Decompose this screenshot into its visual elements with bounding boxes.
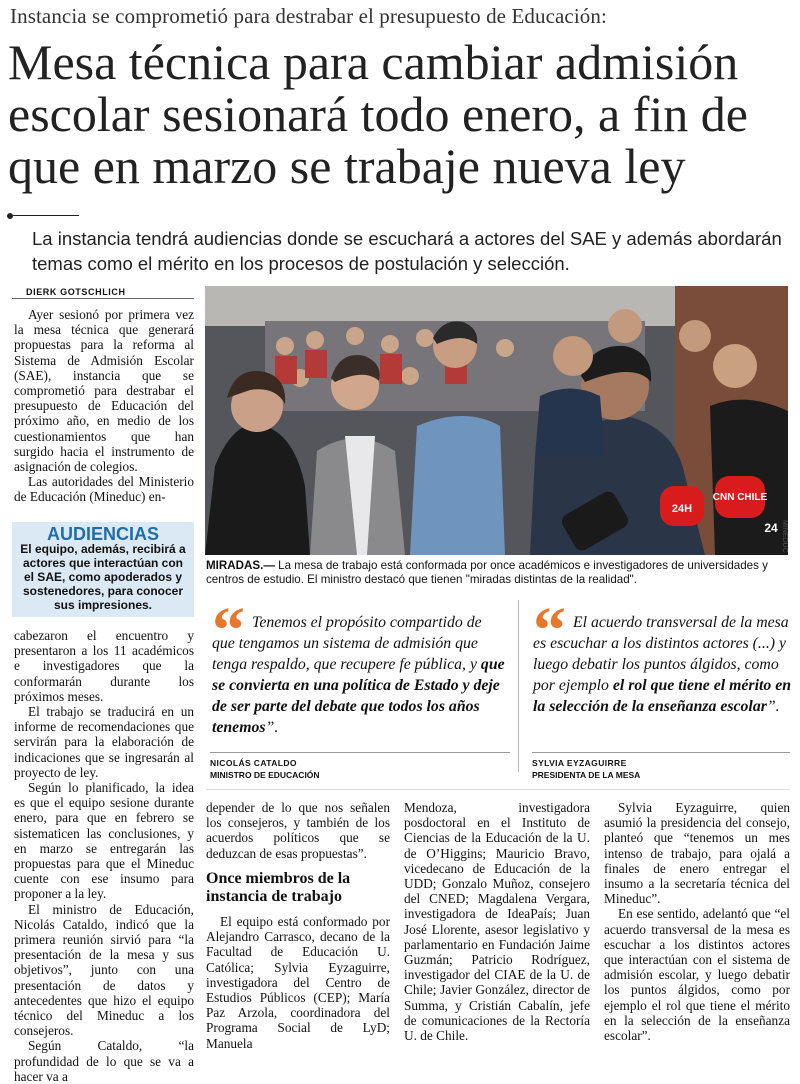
paragraph: El trabajo se traducirá en un informe de recomendaciones que servirán para la elaboración de indicaciones que se ingresarán al proyecto de ley. — [14, 704, 194, 780]
pull-quote-1 — [212, 612, 508, 738]
paragraph: depender de lo que nos señalen los consejeros, y también de los acuerdos políticos que se deduzcan de esas propuestas”. — [206, 800, 390, 861]
sidebar-title: AUDIENCIAS — [46, 524, 159, 544]
caption-text: La mesa de trabajo está conformada por once académicos e investigadores de universidades y centros de estudio. El ministro destacó que tienen "miradas distintas de la realidad". — [206, 559, 768, 586]
quote-end: ”. — [766, 698, 780, 715]
rule-dot — [7, 213, 13, 219]
paragraph: cabezaron el encuentro y presentaron a los 11 académicos e investigadores que la conformarán durante los próximos meses. — [14, 628, 194, 704]
mic-flag-1: 24H — [671, 503, 693, 515]
quote-text: El acuerdo transversal de la mesa es escuchar a los distintos actores (...) y luego debatir los puntos álgidos, como por ejemplo — [533, 614, 789, 694]
column-2-top — [206, 800, 390, 861]
quote-author-role: PRESIDENTA DE LA MESA — [532, 770, 641, 780]
section-divider — [206, 789, 790, 790]
paragraph: Ayer sesionó por primera vez la mesa técnica que generará propuestas para la reforma al Sistema de Admisión Escolar (SAE), instancia que se comprometió para destrabar el presupuesto de Educación del próximo año, en medio de los cuestionamientos que han surgido hacia el instrumento de asignación de colegios. — [14, 307, 194, 475]
paragraph: Según lo planificado, la idea es que el equipo sesione durante enero, para que en febrero se sistematicen las conclusiones, y en marzo se entregarán las propuestas para que el Mineduc cuente con ese insumo para proponer a la ley. — [14, 780, 194, 902]
column-3 — [404, 800, 590, 1043]
pull-quote-2 — [533, 612, 793, 717]
quote-bold: el rol que tiene el mérito en la selección de la enseñanza escolar — [533, 677, 791, 715]
mic-flag-2: CNN CHILE — [712, 492, 768, 503]
byline: DIERK GOTSCHLICH — [26, 287, 126, 297]
quote-mark-icon: “ — [212, 594, 245, 667]
column-4 — [604, 800, 790, 1043]
quote-divider — [518, 600, 519, 772]
paragraph: En ese sentido, adelantó que “el acuerdo transversal de la mesa es escuchar a los distintos actores que interactúan con el sistema de admisión escolar, y luego debatir los puntos álgidos, como por ejemplo el rol que tiene el mérito en la selección de la enseñanza escolar”. — [604, 906, 790, 1044]
dek: La instancia tendrá audiencias donde se escuchará a actores del SAE y además abordarán temas como el mérito en los procesos de postulación y selección. — [32, 228, 782, 274]
column-1-top — [14, 307, 194, 505]
quote-text: Tenemos el propósito compartido de que tengamos un sistema de admisión que tenga respaldo, que recupere fe pública, y — [212, 614, 482, 673]
quote-mark-icon: “ — [533, 594, 566, 667]
paragraph: El ministro de Educación, Nicolás Cataldo, indicó que la primera reunión sirvió para “la presentación de la mesa y sus objetivos”, junto con una presentación de datos y antecedentes que hizo el equipo técnico del Mineduc a los consejeros. — [14, 901, 194, 1039]
photo-credit: MINEDUC — [781, 520, 788, 553]
paragraph: Según Cataldo, “la profundidad de lo que se va a hacer va a — [14, 1038, 194, 1084]
paragraph: El equipo está conformado por Alejandro Carrasco, decano de la Facultad de Educación U. Católica; Sylvia Eyzaguirre, investigadora del Centro de Estudios Públicos (CEP); María Paz Arzola, coordinadora del Programa Social de LyD; Manuela — [206, 914, 390, 1051]
quote-bold: que se convierta en una política de Estado y deje de ser parte del debate que todos los años tenemos — [212, 656, 505, 736]
quote-author: NICOLÁS CATALDO — [210, 758, 297, 768]
paragraph: Sylvia Eyzaguirre, quien asumió la presidencia del consejo, planteó que “tenemos un mes intenso de trabajo, para ojalá a finales de enero entregar el insumo a la secretaría técnica del Mineduc”. — [604, 800, 790, 907]
quote-end: ”. — [265, 719, 279, 736]
quote-author: SYLVIA EYZAGUIRRE — [532, 758, 627, 768]
quote-rule — [210, 752, 510, 753]
caption-lead: MIRADAS.— — [206, 559, 275, 572]
sidebar-text: El equipo, además, recibirá a actores que interactúan con el SAE, como apoderados y sostenedores, para conocer sus impresiones. — [20, 542, 186, 612]
press-conference-illustration — [205, 286, 788, 555]
mic-flag-3: 24 — [764, 521, 778, 535]
paragraph: Las autoridades del Ministerio de Educación (Mineduc) en- — [14, 474, 194, 505]
kicker: Instancia se comprometió para destrabar el presupuesto de Educación: — [10, 4, 607, 28]
news-photo — [205, 286, 788, 555]
column-2-bottom — [206, 914, 390, 1051]
photo-caption — [206, 559, 791, 587]
headline: Mesa técnica para cambiar admisión escolar sesionará todo enero, a fin de que en marzo se trabaje nueva ley — [8, 34, 748, 194]
paragraph: Mendoza, investigadora posdoctoral en el Instituto de Ciencias de la Educación de la U. de O’Higgins; Mauricio Bravo, vicedecano de Educación de la UDD; Gonzalo Muñoz, consejero del CNED; Magdalena Vergara, investigadora de IdeaPaís; Juan José Llorente, asesor legislativo y parlamentario en Fundación Jaime Guzmán; Patricio Rodríguez, investigador del CIAE de la U. de Chile; Javier González, director de Summa, y Cristián Cabalín, jefe de comunicaciones de la Rectoría U. de Chile. — [404, 800, 590, 1044]
rule-line — [13, 215, 79, 216]
quote-author-role: MINISTRO DE EDUCACIÓN — [210, 770, 320, 780]
byline-rule — [12, 298, 194, 299]
subheading: Once miembros de la instancia de trabajo — [206, 870, 351, 905]
column-1-bottom — [14, 628, 194, 1084]
quote-rule — [532, 752, 790, 753]
